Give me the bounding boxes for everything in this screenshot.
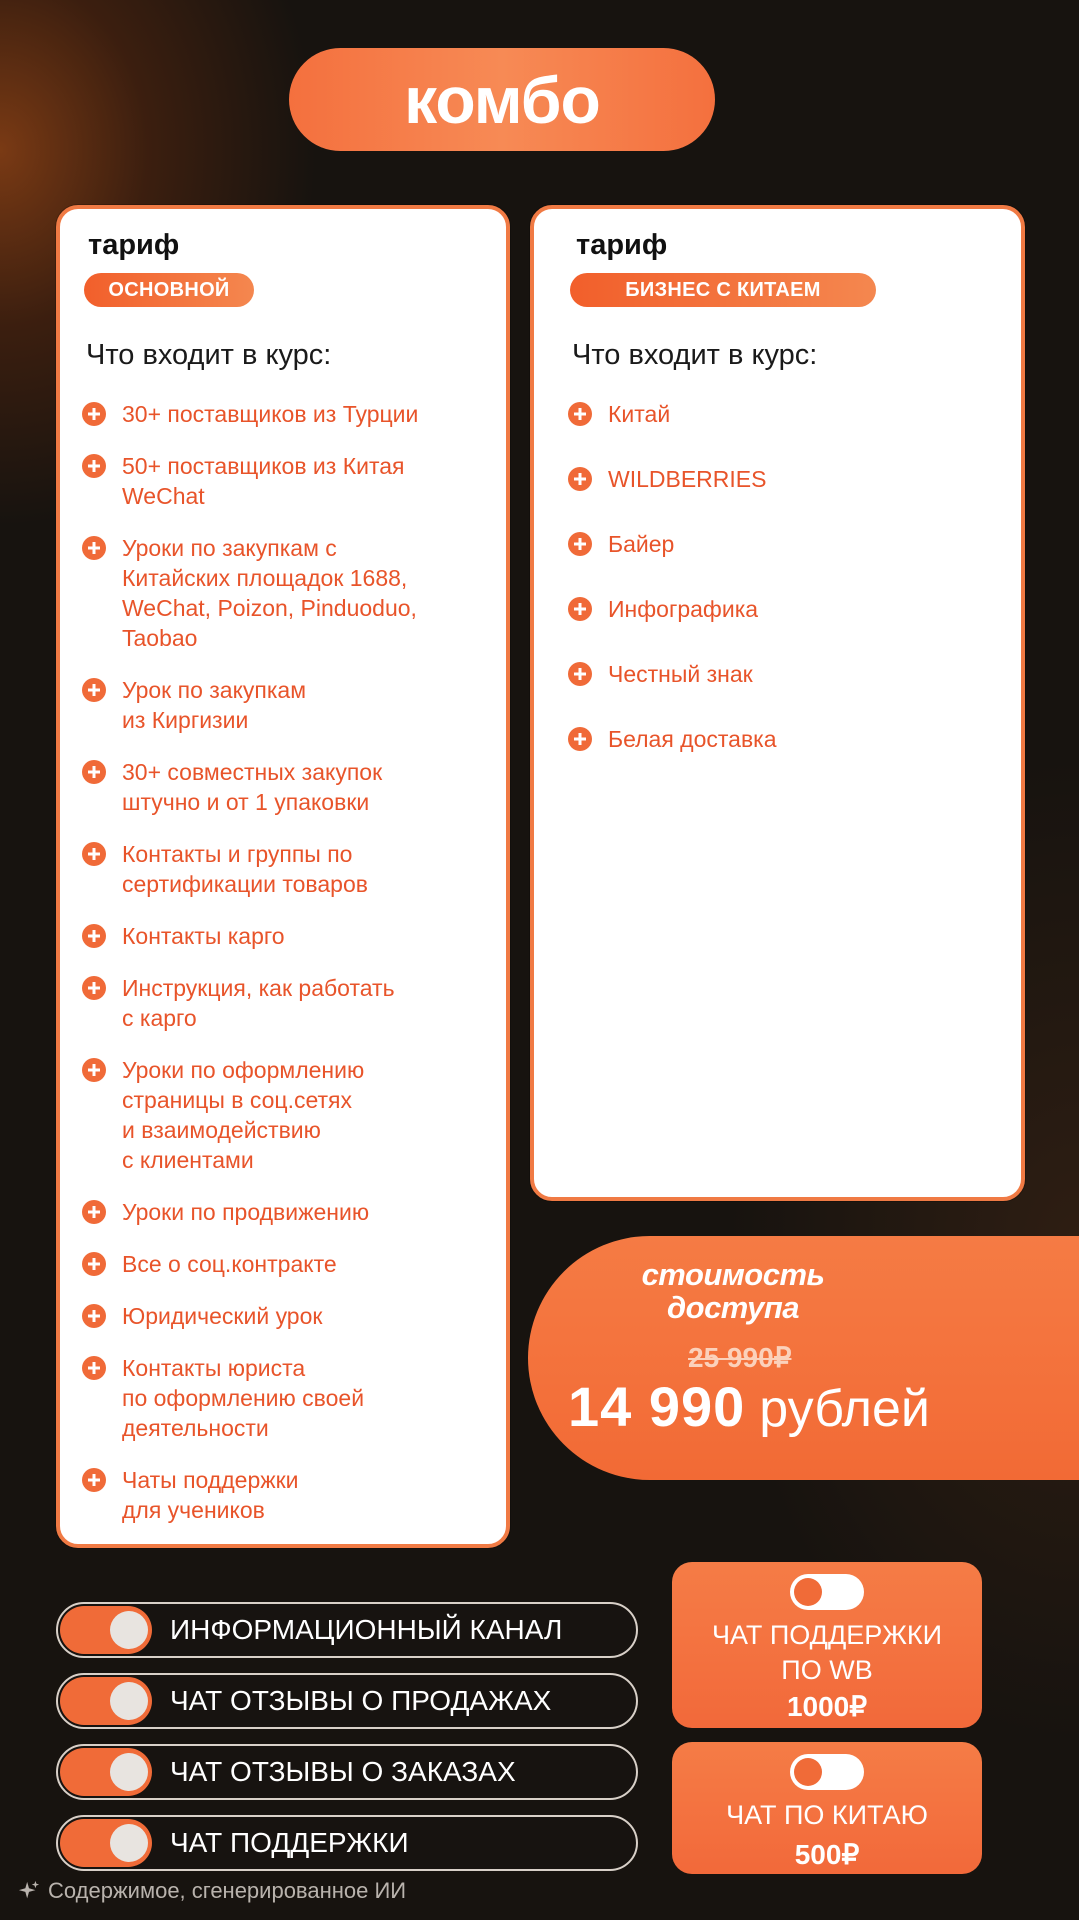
feature-text: Инфографика	[608, 596, 759, 622]
addon-toggle[interactable]	[790, 1574, 864, 1610]
feature-text: Уроки по оформлению страницы в соц.сетях и взаимодействию с клиентами	[122, 1057, 365, 1173]
plus-circle-icon	[568, 532, 592, 556]
feature-item	[82, 1301, 492, 1331]
addon-price: 500₽	[794, 1839, 860, 1870]
feature-text: WILDBERRIES	[608, 466, 767, 492]
plus-circle-icon	[82, 1304, 106, 1328]
feature-text: Юридический урок	[122, 1303, 323, 1329]
toggle-switch[interactable]	[60, 1606, 152, 1654]
feature-text: 30+ совместных закупок штучно и от 1 упаковки	[122, 759, 383, 815]
tariff-label: тариф	[88, 229, 180, 261]
feature-item	[82, 839, 492, 899]
feature-item	[568, 659, 1008, 689]
toggle-label: ИНФОРМАЦИОННЫЙ КАНАЛ	[170, 1614, 563, 1645]
feature-text: Байер	[608, 531, 675, 557]
price-block	[528, 1236, 1079, 1480]
feature-item	[82, 973, 492, 1033]
tariff-card-china-business	[530, 205, 1025, 1201]
feature-list	[82, 399, 492, 1547]
page-title: комбо	[289, 48, 715, 151]
includes-heading: Что входит в курс:	[572, 339, 818, 371]
plus-circle-icon	[82, 1356, 106, 1380]
plus-circle-icon	[82, 1058, 106, 1082]
includes-heading: Что входит в курс:	[86, 339, 332, 371]
feature-item	[82, 533, 492, 653]
plus-circle-icon	[82, 1252, 106, 1276]
addon-china-chat[interactable]	[672, 1742, 982, 1874]
feature-item	[82, 757, 492, 817]
feature-text: Уроки по закупкам с Китайских площадок 1688, WeChat, Poizon, Pinduoduo, Taobao	[122, 535, 417, 651]
feature-item	[82, 451, 492, 511]
plus-circle-icon	[568, 662, 592, 686]
toggle-row-info-channel[interactable]	[56, 1602, 638, 1658]
addon-toggle[interactable]	[790, 1754, 864, 1790]
feature-text: Китай	[608, 401, 671, 427]
feature-item	[82, 1055, 492, 1175]
toggle-row-sales-reviews[interactable]	[56, 1673, 638, 1729]
feature-item	[82, 1465, 492, 1525]
price-caption: стоимость доступа	[641, 1257, 825, 1325]
tariff-label: тариф	[576, 229, 668, 261]
toggle-label: ЧАТ ПОДДЕРЖКИ	[170, 1827, 409, 1858]
price-currency: рублей	[759, 1380, 930, 1438]
plus-circle-icon	[82, 760, 106, 784]
ai-generated-note	[18, 1878, 406, 1904]
plus-circle-icon	[568, 402, 592, 426]
feature-item	[82, 399, 492, 429]
feature-item	[82, 1353, 492, 1443]
current-price	[568, 1372, 930, 1444]
toggle-switch[interactable]	[60, 1819, 152, 1867]
feature-text: Уроки по продвижению	[122, 1199, 370, 1225]
toggle-knob	[110, 1682, 148, 1720]
feature-text: Белая доставка	[608, 726, 777, 752]
feature-text: Все о соц.контракте	[122, 1251, 337, 1277]
old-price: 25 990₽	[688, 1342, 792, 1373]
feature-text: Контакты юриста по оформлению своей деятельности	[122, 1355, 365, 1441]
toggle-switch[interactable]	[60, 1677, 152, 1725]
feature-item	[568, 399, 1008, 429]
feature-text: Инструкция, как работать с карго	[122, 975, 395, 1031]
tariff-card-basic	[56, 205, 510, 1548]
feature-item	[568, 464, 1008, 494]
addon-price: 1000₽	[786, 1691, 868, 1722]
plus-circle-icon	[82, 1200, 106, 1224]
feature-item	[82, 1249, 492, 1279]
plus-circle-icon	[82, 402, 106, 426]
feature-list	[568, 399, 1008, 789]
tariff-badge: БИЗНЕС С КИТАЕМ	[570, 273, 876, 307]
feature-text: Честный знак	[608, 661, 753, 687]
plus-circle-icon	[568, 467, 592, 491]
plus-circle-icon	[82, 976, 106, 1000]
plus-circle-icon	[82, 536, 106, 560]
tariff-badge: ОСНОВНОЙ	[84, 273, 254, 307]
plus-circle-icon	[82, 1468, 106, 1492]
toggle-row-order-reviews[interactable]	[56, 1744, 638, 1800]
feature-item	[568, 529, 1008, 559]
feature-text: Урок по закупкам из Киргизии	[122, 677, 307, 733]
toggle-switch[interactable]	[60, 1748, 152, 1796]
feature-text: Контакты и группы по сертификации товаров	[122, 841, 368, 897]
plus-circle-icon	[82, 924, 106, 948]
feature-text: Чаты поддержки для учеников	[122, 1467, 299, 1523]
addon-label: ЧАТ ПОДДЕРЖКИ ПО WB	[711, 1620, 943, 1685]
toggle-row-support-chat[interactable]	[56, 1815, 638, 1871]
feature-item	[82, 1197, 492, 1227]
plus-circle-icon	[82, 678, 106, 702]
plus-circle-icon	[82, 842, 106, 866]
feature-text: 30+ поставщиков из Турции	[122, 401, 419, 427]
toggle-knob	[110, 1611, 148, 1649]
feature-text: Контакты карго	[122, 923, 285, 949]
toggle-knob	[794, 1578, 822, 1606]
feature-item	[82, 921, 492, 951]
toggle-knob	[794, 1758, 822, 1786]
toggle-label: ЧАТ ОТЗЫВЫ О ЗАКАЗАХ	[170, 1756, 516, 1787]
sparkle-icon	[18, 1880, 40, 1902]
addon-label: ЧАТ ПО КИТАЮ	[726, 1800, 928, 1830]
feature-item	[568, 594, 1008, 624]
plus-circle-icon	[568, 727, 592, 751]
addon-wb-support-chat[interactable]	[672, 1562, 982, 1728]
feature-item	[82, 675, 492, 735]
ai-note-text: Содержимое, сгенерированное ИИ	[48, 1878, 407, 1903]
plus-circle-icon	[568, 597, 592, 621]
toggle-knob	[110, 1753, 148, 1791]
toggle-label: ЧАТ ОТЗЫВЫ О ПРОДАЖАХ	[170, 1685, 552, 1716]
feature-item	[568, 724, 1008, 754]
plus-circle-icon	[82, 454, 106, 478]
price-amount: 14 990	[568, 1375, 746, 1438]
toggle-knob	[110, 1824, 148, 1862]
feature-text: 50+ поставщиков из Китая WeChat	[122, 453, 405, 509]
